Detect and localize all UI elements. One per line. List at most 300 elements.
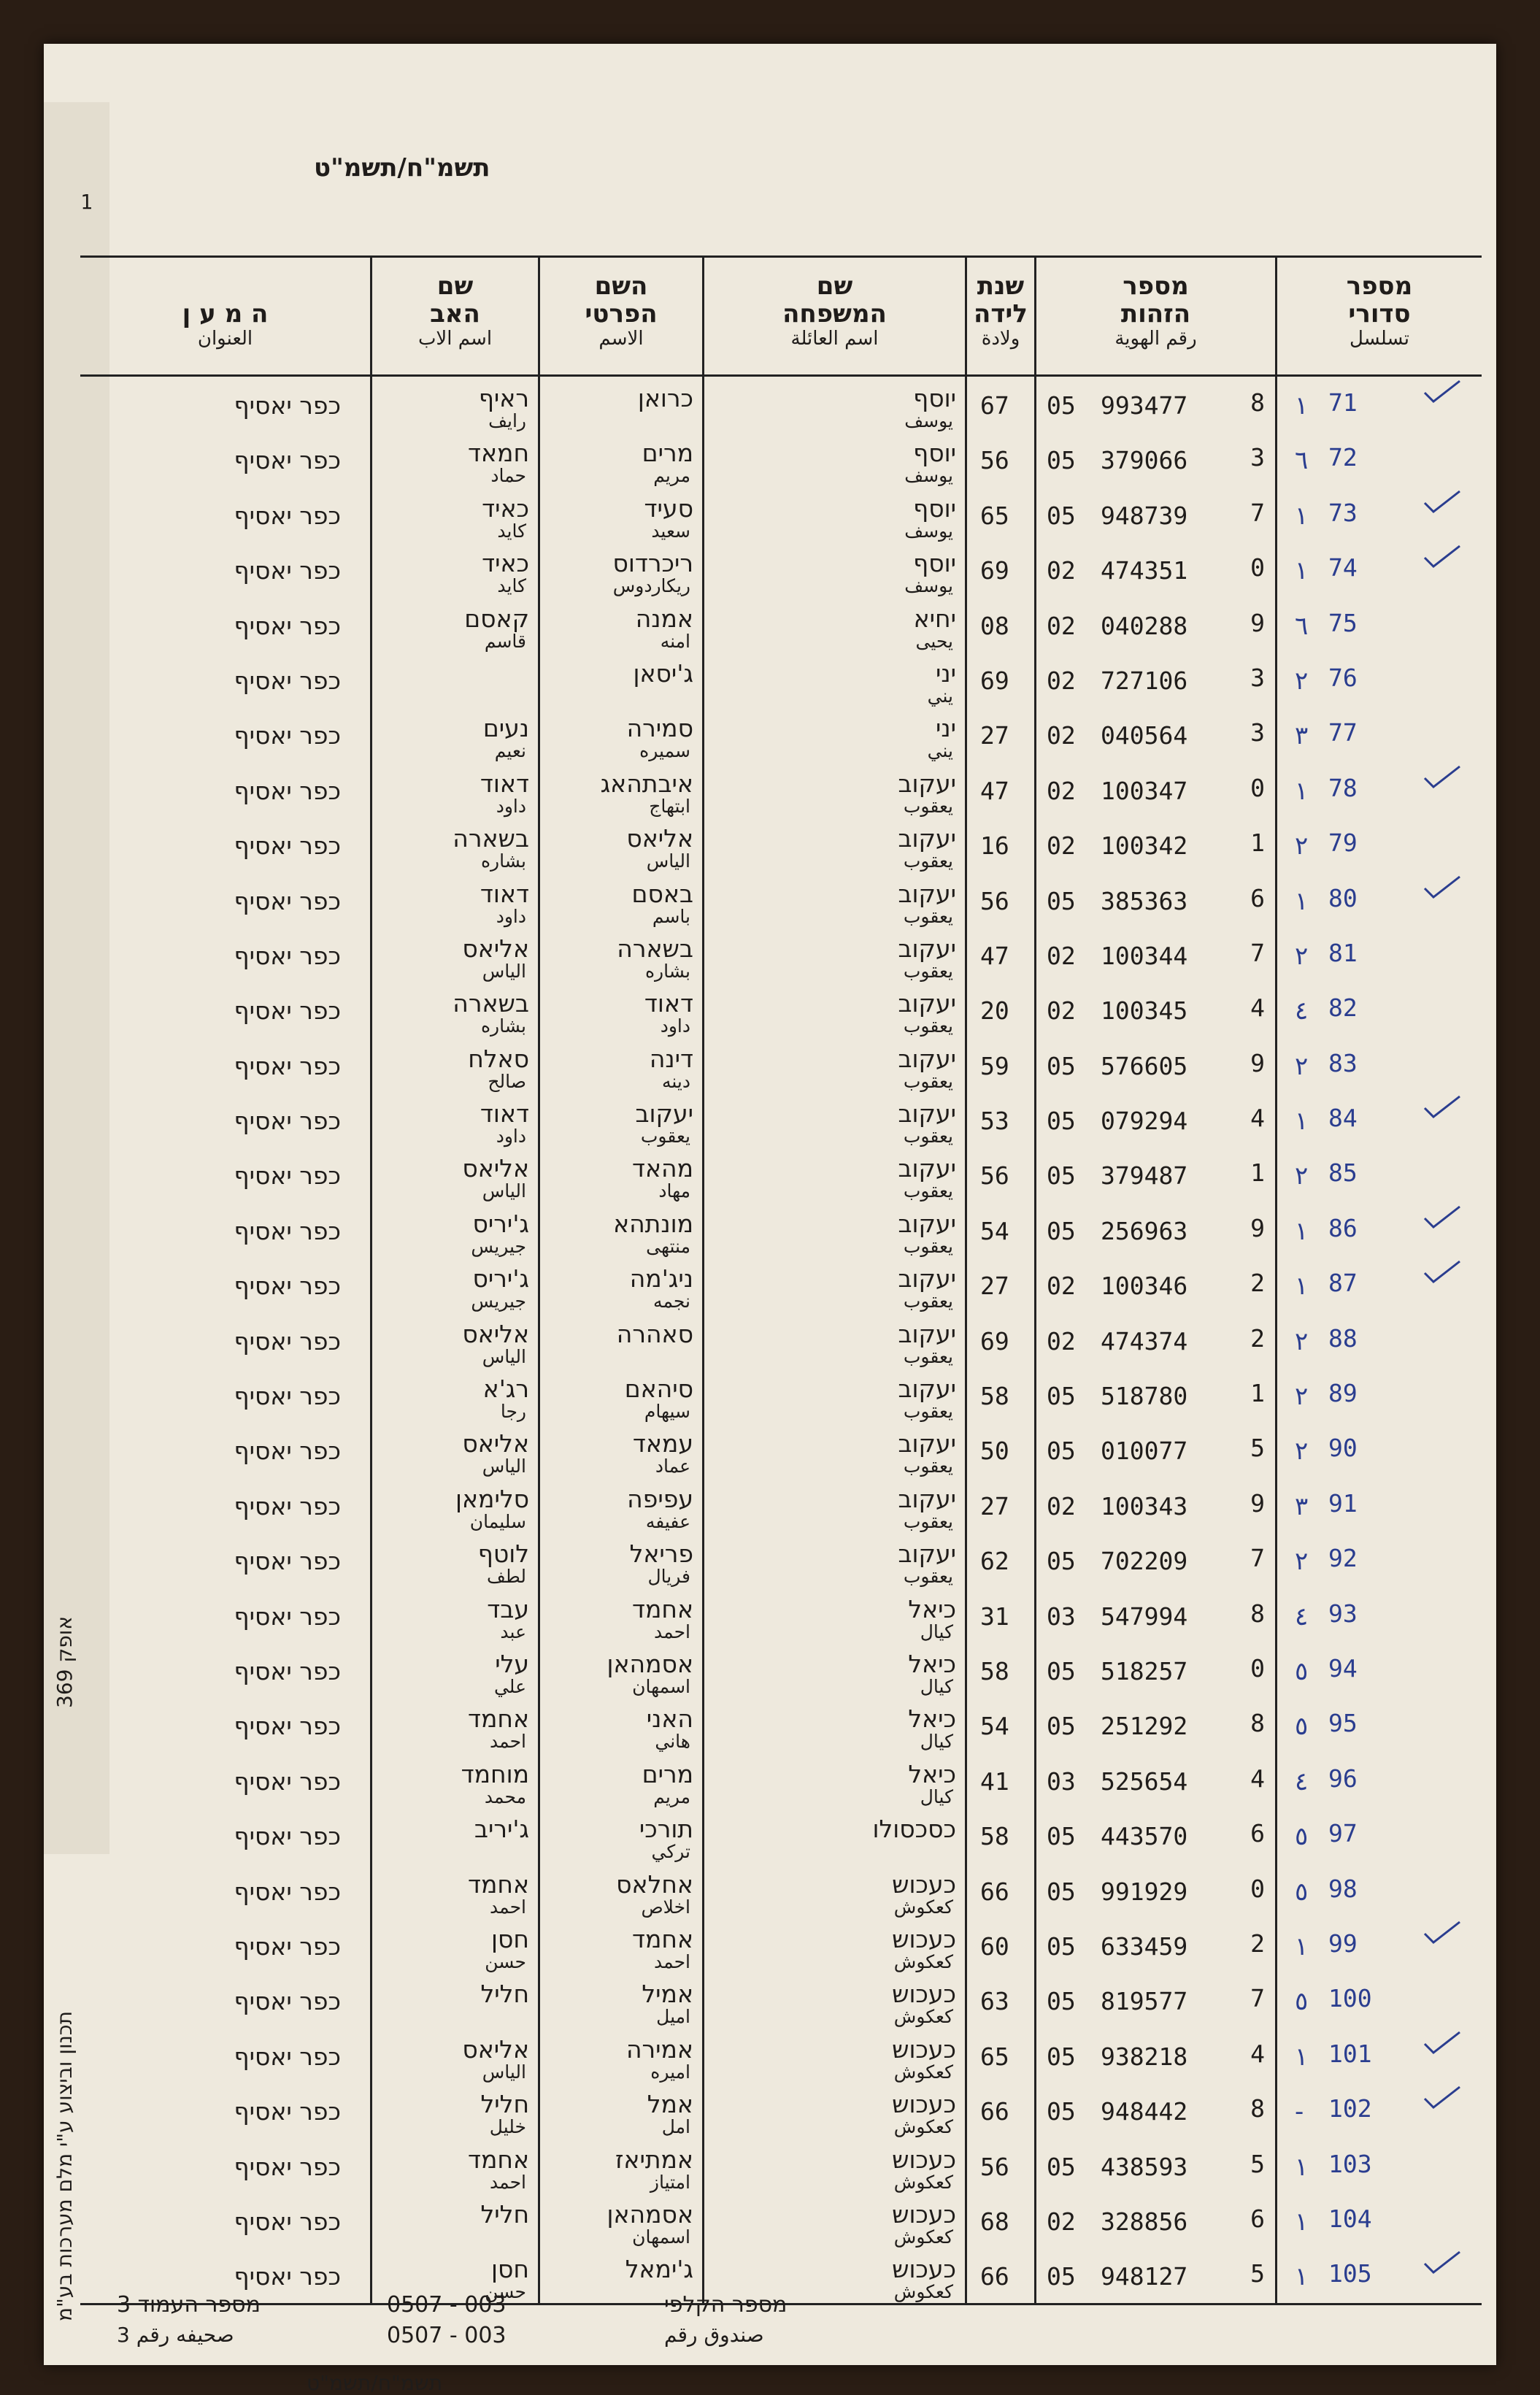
cell-family-name: כעכוש كعكوش: [704, 2028, 967, 2083]
cell-address: כפר יאסיף: [80, 1147, 372, 1202]
cell-given-name: אחמד احمد: [540, 1918, 704, 1972]
cell-serial-number: ١ 87: [1277, 1257, 1482, 1312]
table-row: [80, 817, 1482, 872]
cell-id-number: 02 474374 2: [1036, 1312, 1277, 1367]
cell-family-name: יני يني: [704, 652, 967, 707]
cell-address: כפר יאסיף: [80, 762, 372, 817]
table-row: [80, 431, 1482, 486]
table-row: [80, 377, 1482, 431]
checkmark-icon: [1423, 764, 1461, 790]
cell-id-number: 02 328856 6: [1036, 2193, 1277, 2248]
cell-address: כפר יאסיף: [80, 872, 372, 927]
cell-father-name: מוחמד محمد: [372, 1753, 540, 1807]
table-row: [80, 1092, 1482, 1147]
cell-id-number: 05 379066 3: [1036, 431, 1277, 486]
cell-father-name: ג'יריב: [372, 1807, 540, 1862]
cell-father-name: חמאד حماد: [372, 431, 540, 486]
cell-birth-year: 60: [967, 1918, 1036, 1972]
handwritten-mark: ٢: [1295, 1326, 1309, 1356]
cell-serial-number: ١ 99: [1277, 1918, 1482, 1972]
cell-family-name: יעקוב يعقوب: [704, 1037, 967, 1092]
cell-serial-number: ١ 101: [1277, 2028, 1482, 2083]
footer-page-label-arabic: 3 صحيفه رقم: [117, 2323, 234, 2347]
cell-family-name: יעקוב يعقوب: [704, 1257, 967, 1312]
cell-id-number: 02 100347 0: [1036, 762, 1277, 817]
header-birth-year: שנת לידה ولادة: [967, 258, 1036, 374]
cell-address: כפר יאסיף: [80, 2138, 372, 2193]
cell-address: כפר יאסיף: [80, 1697, 372, 1752]
cell-serial-number: ٥ 100: [1295, 1984, 1372, 2017]
table-row: [80, 707, 1482, 761]
handwritten-mark: ١: [1295, 391, 1309, 420]
cell-father-name: אליאס الياس: [372, 1312, 540, 1367]
cell-birth-year: 50: [967, 1422, 1036, 1477]
cell-id-number: 05 993477 8: [1036, 377, 1277, 431]
cell-given-name: מונתהא منتهى: [540, 1202, 704, 1257]
cell-father-name: כאיד كايد: [372, 542, 540, 596]
header-id-number: מספר הזהות رقم الهوية: [1036, 258, 1277, 374]
cell-birth-year: 63: [967, 1972, 1036, 2027]
cell-family-name: יעקוב يعقوب: [704, 817, 967, 872]
handwritten-mark: -: [1295, 2097, 1304, 2127]
table-row: [80, 1257, 1482, 1312]
table-row: [80, 927, 1482, 982]
cell-birth-year: 16: [967, 817, 1036, 872]
cell-address: כפר יאסיף: [80, 1863, 372, 1918]
table-row: [80, 1532, 1482, 1587]
cell-given-name: מרים مريم: [540, 1753, 704, 1807]
cell-given-name: אחלאס اخلاص: [540, 1863, 704, 1918]
handwritten-mark: ٥: [1295, 1712, 1309, 1742]
cell-address: כפר יאסיף: [80, 2248, 372, 2302]
handwritten-mark: ٢: [1295, 666, 1309, 696]
cell-birth-year: 69: [967, 652, 1036, 707]
cell-given-name: סמירה سميره: [540, 707, 704, 761]
cell-father-name: עבד عبد: [372, 1588, 540, 1642]
cell-address: כפר יאסיף: [80, 652, 372, 707]
handwritten-mark: ٢: [1295, 941, 1309, 971]
cell-id-number: 05 438593 5: [1036, 2138, 1277, 2193]
handwritten-mark: ١: [1295, 556, 1309, 586]
cell-family-name: יעקוב يعقوب: [704, 1092, 967, 1147]
cell-father-name: חליל: [372, 1972, 540, 2027]
cell-given-name: פריאל فريال: [540, 1532, 704, 1587]
table-row: [80, 1037, 1482, 1092]
cell-serial-number: ٢ 79: [1295, 829, 1358, 861]
handwritten-mark: ٤: [1295, 1767, 1309, 1796]
handwritten-mark: ٢: [1295, 1382, 1309, 1412]
handwritten-mark: ١: [1295, 1272, 1309, 1302]
cell-birth-year: 08: [967, 597, 1036, 652]
cell-address: כפר יאסיף: [80, 597, 372, 652]
cell-birth-year: 54: [967, 1697, 1036, 1752]
cell-id-number: 02 040564 3: [1036, 707, 1277, 761]
handwritten-mark: ٢: [1295, 1161, 1309, 1191]
cell-address: כפר יאסיף: [80, 1642, 372, 1697]
cell-birth-year: 41: [967, 1753, 1036, 1807]
cell-birth-year: 58: [967, 1807, 1036, 1862]
cell-serial-number: ٣ 77: [1295, 718, 1358, 751]
cell-given-name: ריכרדוס ريكاردوس: [540, 542, 704, 596]
cell-address: כפר יאסיף: [80, 542, 372, 596]
voter-table: [80, 255, 1482, 2305]
cell-given-name: אמתיאז امتياز: [540, 2138, 704, 2193]
cell-given-name: בשארה بشاره: [540, 927, 704, 982]
table-row: [80, 1312, 1482, 1367]
checkmark-icon: [1423, 2249, 1461, 2275]
handwritten-mark: ٦: [1295, 446, 1309, 476]
cell-address: כפר יאסיף: [80, 1753, 372, 1807]
handwritten-mark: ١: [1295, 1216, 1309, 1246]
cell-address: כפר יאסיף: [80, 1257, 372, 1312]
handwritten-mark: ٣: [1295, 721, 1309, 751]
cell-id-number: 02 474351 0: [1036, 542, 1277, 596]
cell-id-number: 02 100345 4: [1036, 982, 1277, 1037]
cell-family-name: כעכוש كعكوش: [704, 2193, 967, 2248]
cell-given-name: דאוד داود: [540, 982, 704, 1037]
cell-serial-number: ٢ 81: [1295, 938, 1358, 971]
cell-serial-number: - 102: [1277, 2083, 1482, 2137]
cell-serial-number: ٦ 75: [1295, 608, 1358, 641]
cell-id-number: 05 991929 0: [1036, 1863, 1277, 1918]
cell-father-name: ראיף رايف: [372, 377, 540, 431]
cell-address: כפר יאסיף: [80, 1807, 372, 1862]
checkmark-icon: [1423, 1919, 1461, 1945]
cell-family-name: יעקוב يعقوب: [704, 927, 967, 982]
cell-father-name: לוטף لطف: [372, 1532, 540, 1587]
cell-id-number: 02 100344 7: [1036, 927, 1277, 982]
cell-address: כפר יאסיף: [80, 1588, 372, 1642]
cell-father-name: ג'יריס جيريس: [372, 1202, 540, 1257]
cell-given-name: סיהאם سيهام: [540, 1367, 704, 1422]
cell-given-name: האני هاني: [540, 1697, 704, 1752]
handwritten-mark: ٦: [1295, 611, 1309, 641]
table-row: [80, 2193, 1482, 2248]
cell-family-name: כיאל كيال: [704, 1588, 967, 1642]
handwritten-mark: ١: [1295, 2262, 1309, 2292]
cell-family-name: כעכוש كعكوش: [704, 1863, 967, 1918]
checkmark-icon: [1423, 1093, 1461, 1120]
cell-id-number: 05 819577 7: [1036, 1972, 1277, 2027]
cell-family-name: יוסף يوسف: [704, 377, 967, 431]
cell-birth-year: 47: [967, 927, 1036, 982]
cell-serial-number: ٢ 90: [1295, 1434, 1358, 1466]
cell-birth-year: 66: [967, 2083, 1036, 2137]
cell-given-name: ג'ימאל: [540, 2248, 704, 2302]
cell-serial-number: ١ 105: [1277, 2248, 1482, 2302]
cell-given-name: ג'יסאן: [540, 652, 704, 707]
cell-given-name: מהאד مهاد: [540, 1147, 704, 1202]
cell-address: כפר יאסיף: [80, 707, 372, 761]
cell-birth-year: 65: [967, 487, 1036, 542]
cell-family-name: יעקוב يعقوب: [704, 872, 967, 927]
cell-father-name: בשארה بشاره: [372, 817, 540, 872]
cell-address: כפר יאסיף: [80, 1918, 372, 1972]
cell-id-number: 05 379487 1: [1036, 1147, 1277, 1202]
cell-given-name: תורכי تركي: [540, 1807, 704, 1862]
cell-id-number: 05 948739 7: [1036, 487, 1277, 542]
cell-family-name: יוסף يوسف: [704, 487, 967, 542]
next-page-edge-title: תשמ"ח/תשמ"ט: [307, 2371, 443, 2395]
cell-family-name: יוסף يوسف: [704, 542, 967, 596]
cell-address: כפר יאסיף: [80, 1367, 372, 1422]
cell-father-name: אליאס الياس: [372, 1422, 540, 1477]
cell-family-name: יעקוב يعقوب: [704, 762, 967, 817]
cell-father-name: כאיד كايد: [372, 487, 540, 542]
cell-address: כפר יאסיף: [80, 2083, 372, 2137]
cell-id-number: 05 633459 2: [1036, 1918, 1277, 1972]
cell-father-name: אליאס الياس: [372, 1147, 540, 1202]
cell-given-name: אמירה اميره: [540, 2028, 704, 2083]
cell-father-name: בשארה بشاره: [372, 982, 540, 1037]
cell-serial-number: ٦ 72: [1295, 443, 1358, 476]
checkmark-icon: [1423, 543, 1461, 569]
table-row: [80, 1697, 1482, 1752]
checkmark-icon: [1423, 874, 1461, 900]
cell-birth-year: 53: [967, 1092, 1036, 1147]
cell-id-number: 05 518257 0: [1036, 1642, 1277, 1697]
cell-birth-year: 27: [967, 1257, 1036, 1312]
cell-serial-number: ٢ 76: [1295, 663, 1358, 696]
handwritten-mark: ٢: [1295, 1437, 1309, 1466]
cell-address: כפר יאסיף: [80, 1972, 372, 2027]
cell-id-number: 02 100346 2: [1036, 1257, 1277, 1312]
cell-serial-number: ٥ 95: [1295, 1709, 1358, 1742]
cell-address: כפר יאסיף: [80, 431, 372, 486]
header-serial-number: מספר סדורי تسلسل: [1346, 272, 1413, 350]
cell-id-number: 05 948127 5: [1036, 2248, 1277, 2302]
cell-serial-number: ٤ 96: [1295, 1764, 1358, 1796]
table-row: [80, 542, 1482, 596]
cell-father-name: חסן حسن: [372, 1918, 540, 1972]
cell-id-number: 05 576605 9: [1036, 1037, 1277, 1092]
cell-family-name: כיאל كيال: [704, 1753, 967, 1807]
cell-given-name: עפיפה عفيفه: [540, 1477, 704, 1532]
handwritten-mark: ٥: [1295, 1877, 1309, 1907]
cell-family-name: יני يني: [704, 707, 967, 761]
cell-id-number: 02 040288 9: [1036, 597, 1277, 652]
cell-father-name: אחמד احمد: [372, 1697, 540, 1752]
cell-address: כפר יאסיף: [80, 1532, 372, 1587]
cell-birth-year: 58: [967, 1367, 1036, 1422]
footer-box-label-arabic: صندوق رقم: [664, 2323, 764, 2347]
cell-birth-year: 65: [967, 2028, 1036, 2083]
cell-serial-number: ١ 80: [1277, 872, 1482, 927]
cell-address: כפר יאסיף: [80, 2028, 372, 2083]
cell-given-name: אסמהאן اسمهان: [540, 2193, 704, 2248]
cell-given-name: אמנה امنه: [540, 597, 704, 652]
cell-family-name: יעקוב يعقوب: [704, 982, 967, 1037]
cell-id-number: 02 100342 1: [1036, 817, 1277, 872]
cell-serial-number: ١ 78: [1277, 762, 1482, 817]
cell-given-name: כרואן: [540, 377, 704, 431]
cell-birth-year: 56: [967, 872, 1036, 927]
cell-id-number: 05 251292 8: [1036, 1697, 1277, 1752]
handwritten-mark: ٣: [1295, 1491, 1309, 1521]
handwritten-mark: ١: [1295, 2207, 1309, 2237]
cell-id-number: 03 525654 4: [1036, 1753, 1277, 1807]
cell-family-name: כעכוש كعكوش: [704, 2248, 967, 2302]
cell-father-name: אחמד احمد: [372, 1863, 540, 1918]
page-footer: [80, 2292, 1482, 2365]
cell-address: כפר יאסיף: [80, 1092, 372, 1147]
cell-id-number: 05 010077 5: [1036, 1422, 1277, 1477]
table-row: [80, 1202, 1482, 1257]
cell-serial-number: ١ 74: [1277, 542, 1482, 596]
cell-given-name: אמיל اميل: [540, 1972, 704, 2027]
cell-birth-year: 59: [967, 1037, 1036, 1092]
table-row: [80, 1753, 1482, 1807]
cell-father-name: אליאס الياس: [372, 927, 540, 982]
cell-serial-number: ٥ 94: [1295, 1653, 1358, 1686]
cell-serial-number: ١ 71: [1277, 377, 1482, 431]
table-body: [80, 377, 1482, 2303]
cell-id-number: 05 948442 8: [1036, 2083, 1277, 2137]
cell-given-name: ניג'מה نجمه: [540, 1257, 704, 1312]
cell-address: כפר יאסיף: [80, 1422, 372, 1477]
handwritten-mark: ١: [1295, 2152, 1309, 2182]
checkmark-icon: [1423, 378, 1461, 404]
cell-father-name: חליל: [372, 2193, 540, 2248]
cell-family-name: יעקוב يعقوب: [704, 1367, 967, 1422]
handwritten-mark: ١: [1295, 2042, 1309, 2072]
cell-serial-number: ٤ 82: [1295, 993, 1358, 1026]
table-row: [80, 1588, 1482, 1642]
table-row: [80, 652, 1482, 707]
cell-serial-number: ٢ 89: [1295, 1379, 1358, 1412]
cell-serial-number: ١ 73: [1277, 487, 1482, 542]
cell-address: כפר יאסיף: [80, 2193, 372, 2248]
handwritten-mark: ١: [1295, 501, 1309, 531]
footer-code-2: 0507 - 003: [387, 2323, 507, 2348]
table-row: [80, 487, 1482, 542]
cell-birth-year: 58: [967, 1642, 1036, 1697]
cell-serial-number: ١ 104: [1295, 2204, 1372, 2237]
side-note-printer: תכנון וביצוע ע"י מלם מערכות בע"מ: [53, 2010, 77, 2321]
cell-father-name: דאוד داود: [372, 1092, 540, 1147]
cell-serial-number: ٢ 83: [1295, 1048, 1358, 1081]
cell-father-name: קאסם قاسم: [372, 597, 540, 652]
cell-birth-year: 66: [967, 2248, 1036, 2302]
cell-family-name: כעכוש كعكوش: [704, 1972, 967, 2027]
table-row: [80, 1918, 1482, 1972]
cell-birth-year: 62: [967, 1532, 1036, 1587]
handwritten-mark: ٤: [1295, 1602, 1309, 1631]
handwritten-mark: ٢: [1295, 1547, 1309, 1577]
table-row: [80, 1642, 1482, 1697]
handwritten-mark: ٥: [1295, 1987, 1309, 2017]
cell-id-number: 05 443570 6: [1036, 1807, 1277, 1862]
cell-birth-year: 47: [967, 762, 1036, 817]
cell-family-name: יעקוב يعقوب: [704, 1147, 967, 1202]
table-row: [80, 1863, 1482, 1918]
footer-code-1: 0507 - 003: [387, 2292, 507, 2318]
cell-id-number: 05 079294 4: [1036, 1092, 1277, 1147]
cell-family-name: יחיא يحيى: [704, 597, 967, 652]
cell-given-name: באסם باسم: [540, 872, 704, 927]
cell-family-name: יעקוב يعقوب: [704, 1202, 967, 1257]
handwritten-mark: ٥: [1295, 1822, 1309, 1852]
cell-father-name: עלי علي: [372, 1642, 540, 1697]
cell-given-name: יעקוב يعقوب: [540, 1092, 704, 1147]
cell-family-name: יעקוב يعقوب: [704, 1477, 967, 1532]
cell-birth-year: 69: [967, 542, 1036, 596]
document-page: [44, 44, 1496, 2395]
cell-birth-year: 56: [967, 431, 1036, 486]
cell-given-name: עמאד عماد: [540, 1422, 704, 1477]
table-row: [80, 1477, 1482, 1532]
footer-box-label: מספר הקלפי: [664, 2292, 788, 2318]
cell-id-number: 05 702209 7: [1036, 1532, 1277, 1587]
header-address: ה מ ע ן العنوان: [80, 258, 372, 374]
cell-given-name: דינה دينه: [540, 1037, 704, 1092]
cell-given-name: אחמד احمد: [540, 1588, 704, 1642]
cell-address: כפר יאסיף: [80, 1037, 372, 1092]
table-row: [80, 1147, 1482, 1202]
cell-birth-year: 27: [967, 707, 1036, 761]
page-number: 1: [80, 190, 93, 214]
cell-family-name: כיאל كيال: [704, 1697, 967, 1752]
header-father-name: שם האב اسم الاب: [372, 258, 540, 374]
cell-address: כפר יאסיף: [80, 927, 372, 982]
cell-family-name: יעקוב يعقوب: [704, 1422, 967, 1477]
cell-address: כפר יאסיף: [80, 982, 372, 1037]
cell-serial-number: ٥ 98: [1295, 1874, 1358, 1907]
cell-id-number: 03 547994 8: [1036, 1588, 1277, 1642]
cell-address: כפר יאסיף: [80, 1202, 372, 1257]
cell-serial-number: ٢ 88: [1295, 1323, 1358, 1356]
cell-family-name: יוסף يوسف: [704, 431, 967, 486]
checkmark-icon: [1423, 488, 1461, 515]
cell-given-name: אמל امل: [540, 2083, 704, 2137]
cell-address: כפר יאסיף: [80, 487, 372, 542]
cell-address: כפר יאסיף: [80, 1477, 372, 1532]
cell-serial-number: ٢ 85: [1295, 1158, 1358, 1191]
cell-father-name: [372, 652, 540, 707]
cell-id-number: 05 256963 9: [1036, 1202, 1277, 1257]
cell-birth-year: 27: [967, 1477, 1036, 1532]
table-row: [80, 1367, 1482, 1422]
cell-address: כפר יאסיף: [80, 817, 372, 872]
header-given-name: השם הפרטי الاسم: [540, 258, 704, 374]
cell-id-number: 02 727106 3: [1036, 652, 1277, 707]
cell-serial-number: ١ 84: [1277, 1092, 1482, 1147]
cell-father-name: חסן حسن: [372, 2248, 540, 2302]
cell-serial-number: ٤ 93: [1295, 1599, 1358, 1631]
table-row: [80, 2083, 1482, 2137]
cell-birth-year: 20: [967, 982, 1036, 1037]
cell-family-name: יעקוב يعقوب: [704, 1312, 967, 1367]
cell-family-name: כעכוש كعكوش: [704, 2138, 967, 2193]
handwritten-mark: ٥: [1295, 1656, 1309, 1686]
cell-serial-number: ١ 86: [1277, 1202, 1482, 1257]
cell-father-name: נעים نعيم: [372, 707, 540, 761]
table-row: [80, 2138, 1482, 2193]
side-note-form-number: אופק 369: [53, 1615, 77, 1708]
cell-father-name: דאוד داود: [372, 762, 540, 817]
cell-id-number: 05 938218 4: [1036, 2028, 1277, 2083]
handwritten-mark: ١: [1295, 1931, 1309, 1961]
cell-given-name: סעיד سعيد: [540, 487, 704, 542]
checkmark-icon: [1423, 2084, 1461, 2110]
cell-father-name: סלימאן سليمان: [372, 1477, 540, 1532]
table-row: [80, 1422, 1482, 1477]
cell-father-name: חליל خليل: [372, 2083, 540, 2137]
cell-birth-year: 67: [967, 377, 1036, 431]
cell-family-name: כעכוש كعكوش: [704, 1918, 967, 1972]
cell-father-name: אחמד احمد: [372, 2138, 540, 2193]
cell-father-name: רג'א رجا: [372, 1367, 540, 1422]
